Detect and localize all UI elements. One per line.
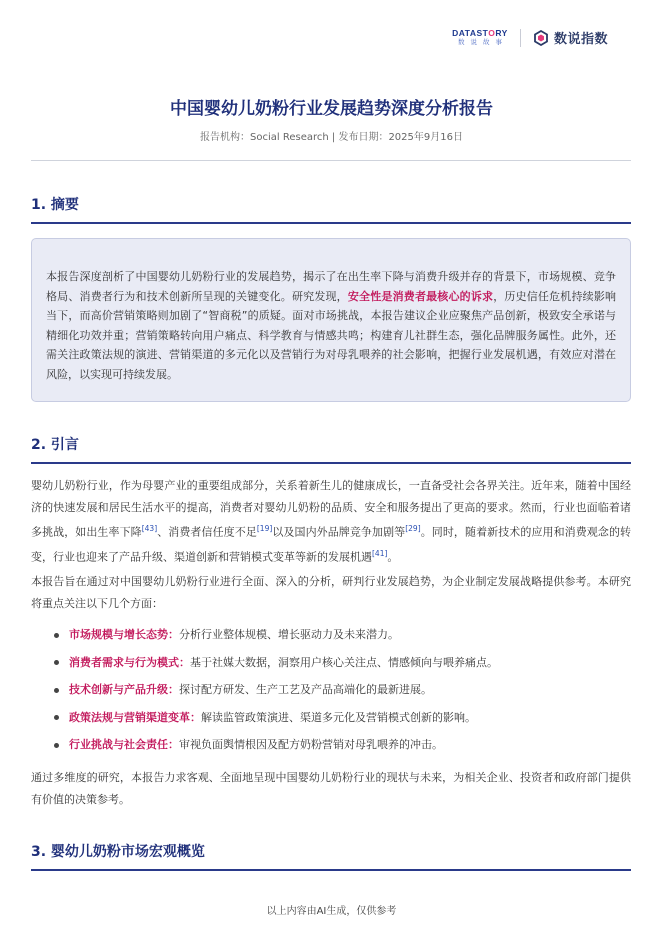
section-heading-intro: 2. 引言 [31, 434, 631, 464]
focus-description: 基于社媒大数据，洞察用户核心关注点、情感倾向与喂养痛点。 [190, 655, 498, 669]
datastory-logo [452, 28, 508, 47]
list-item: 技术创新与产品升级：探讨配方研发、生产工艺及产品高端化的最新进展。 [50, 681, 630, 709]
intro-paragraph-2: 本报告旨在通过对中国婴幼儿奶粉行业进行全面、深入的分析，研判行业发展趋势，为企业制定发展战略提供参考。本研究将重点关注以下几个方面： [31, 575, 631, 610]
citation-link[interactable]: [41] [372, 549, 388, 559]
focus-description: 探讨配方研发、生产工艺及产品高端化的最新进展。 [179, 683, 432, 696]
shuozhishu-logo [533, 28, 608, 47]
focus-keyword: 市场规模与增长态势 [69, 628, 168, 641]
report-meta: 报告机构：Social Research | 发布日期：2025年9月16日 [200, 132, 463, 143]
list-item: 政策法规与营销渠道变革：解读监管政策演进、渠道多元化及营销模式创新的影响。 [50, 709, 630, 737]
abstract-box [31, 238, 631, 402]
citation-link[interactable]: [19] [256, 524, 273, 533]
list-item: 消费者需求与行为模式：基于社媒大数据，洞察用户核心关注点、情感倾向与喂养痛点。 [50, 654, 630, 682]
focus-keyword: 消费者需求与行为模式 [69, 655, 179, 669]
section-heading-abstract: 1. 摘要 [31, 194, 631, 224]
logo-divider [520, 29, 521, 47]
header-logos [452, 28, 608, 47]
title-divider [31, 160, 631, 161]
bullet-icon [54, 743, 59, 748]
list-item: 市场规模与增长态势：分析行业整体规模、增长驱动力及未来潜力。 [50, 626, 630, 654]
section-heading-macro: 3. 婴幼儿奶粉市场宏观概览 [31, 841, 631, 871]
focus-keyword: 行业挑战与社会责任 [69, 738, 168, 751]
datastory-cn-name: 数说故事 [457, 38, 508, 46]
list-item: 行业挑战与社会责任：审视负面舆情根因及配方奶粉营销对母乳喂养的冲击。 [50, 736, 630, 764]
focus-description: 解读监管政策演进、渠道多元化及营销模式创新的影响。 [201, 710, 476, 724]
focus-keyword: 技术创新与产品升级 [69, 683, 168, 696]
bullet-icon [54, 660, 59, 665]
focus-keyword: 政策法规与营销渠道变革 [69, 710, 190, 724]
focus-list [50, 626, 630, 764]
focus-description: 分析行业整体规模、增长驱动力及未来潜力。 [179, 628, 399, 641]
intro-paragraph-3: 通过多维度的研究，本报告力求客观、全面地呈现中国婴幼儿奶粉行业的现状与未来，为相关企业、投资者和政府部门提供有价值的决策参考。 [31, 771, 631, 806]
citation-link[interactable]: [43] [141, 524, 158, 533]
shuozhishu-logo-icon [533, 30, 549, 46]
page-title: 中国婴幼儿奶粉行业发展趋势深度分析报告 [170, 99, 493, 119]
shuozhishu-name: 数说指数 [553, 32, 608, 47]
bullet-icon [54, 715, 59, 720]
intro-paragraph-1: 婴幼儿奶粉行业，作为母婴产业的重要组成部分，关系着新生儿的健康成长，一直备受社会各界关注。近年来，随着中国经济的快速发展和居民生活水平的提高，消费者对婴幼儿奶粉的品质、安全和服务提出了更高的要求。然而，行业也面临着诸多挑战，如出生率下降[43]、消费者信任度不足[19]以及国内外品牌竞争加剧等[29]。同时，随着新技术的应用和消费观念的转变，行业也迎来了产品升级、渠道创新和营销模式变革等新的发展机遇[41]。 [31, 479, 632, 564]
bullet-icon [54, 633, 59, 638]
focus-description: 审视负面舆情根因及配方奶粉营销对母乳喂养的冲击。 [179, 738, 443, 751]
citation-link[interactable]: [29] [405, 524, 421, 533]
abstract-highlight: 安全性是消费者最核心的诉求 [347, 289, 494, 303]
datastory-wordmark: DATASTORY [452, 28, 508, 38]
abstract-text: 本报告深度剖析了中国婴幼儿奶粉行业的发展趋势，揭示了在出生率下降与消费升级并存的背景下，市场规模、竞争格局、消费者行为和技术创新所呈现的关键变化。研究发现， [46, 270, 616, 303]
abstract-text-continued: ，历史信任危机持续影响当下，而高价营销策略则加剧了“智商税”的质疑。面对市场挑战，本报告建议企业应聚焦产品创新，极致安全承诺与精细化功效并重；营销策略转向用户痛点、科学教育与情感共鸣；构建育儿社群生态，强化品牌服务属性。此外，还需关注政策法规的演进、营销渠道的多元化以及营销行为对母乳喂养的社会影响，把握行业发展机遇，有效应对潜在风险，以实现可持续发展。 [46, 289, 617, 381]
bullet-icon [54, 688, 59, 693]
footer-disclaimer: 以上内容由AI生成，仅供参考 [266, 906, 397, 917]
